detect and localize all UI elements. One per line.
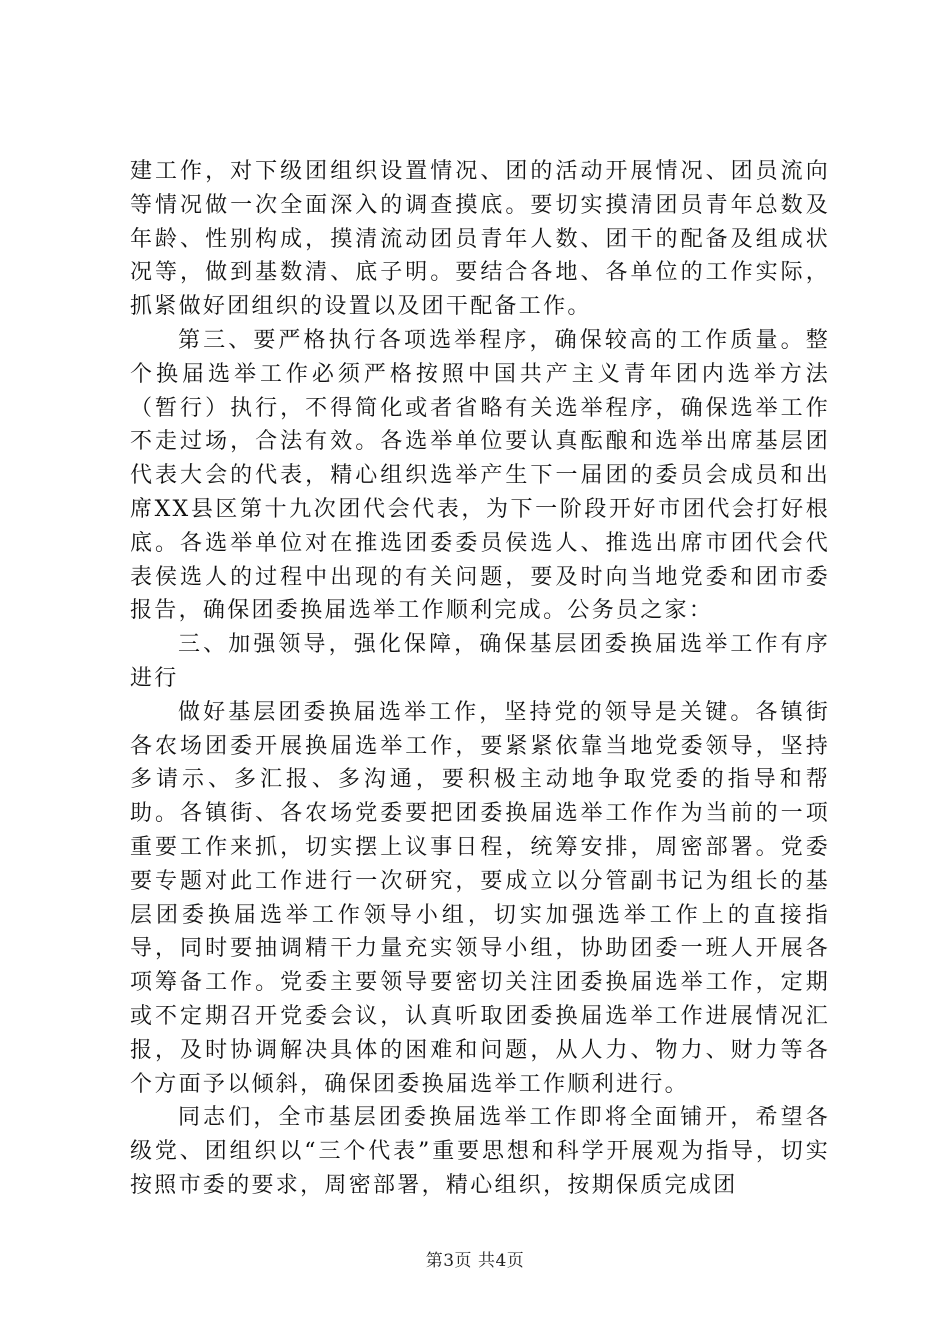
- paragraph-party-leadership: 做好基层团委换届选举工作，坚持党的领导是关键。各镇街各农场团委开展换届选举工作，要紧紧依靠当地党委领导，坚持多请示、多汇报、多沟通，要积极主动地争取党委的指导和帮助。各镇街、各农场党委要把团委换届选举工作作为当前的一项重要工作来抓，切实摆上议事日程，统筹安排，周密部署。党委要专题对此工作进行一次研究，要成立以分管副书记为组长的基层团委换届选举工作领导小组，切实加强选举工作上的直接指导，同时要抽调精干力量充实领导小组，协助团委一班人开展各项筹备工作。党委主要领导要密切关注团委换届选举工作，定期或不定期召开党委会议，认真听取团委换届选举工作进展情况汇报，及时协调解决具体的困难和问题，从人力、物力、财力等各个方面予以倾斜，确保团委换届选举工作顺利进行。: [130, 699, 830, 1097]
- page-number-footer: 第3页 共4页: [425, 1251, 525, 1271]
- paragraph-election-procedure: 第三、要严格执行各项选举程序，确保较高的工作质量。整个换届选举工作必须严格按照中国共产主义青年团内选举方法（暂行）执行，不得简化或者省略有关选举程序，确保选举工作不走过场，合法有效。各选举单位要认真酝酿和选举出席基层团代表大会的代表，精心组织选举产生下一届团的委员会成员和出席XX县区第十九次团代会代表，为下一阶段开好市团代会打好根底。各选举单位对在推选团委委员侯选人、推选出席市团代会代表侯选人的过程中出现的有关问题，要及时向当地党委和团市委报告，确保团委换届选举工作顺利完成。公务员之家：: [130, 327, 830, 624]
- paragraph-continuation: 建工作，对下级团组织设置情况、团的活动开展情况、团员流向等情况做一次全面深入的调查摸底。要切实摸清团员青年总数及年龄、性别构成，摸清流动团员青年人数、团干的配备及组成状况等，做到基数清、底子明。要结合各地、各单位的工作实际，抓紧做好团组织的设置以及团干配备工作。: [130, 159, 830, 320]
- section-heading-leadership: 三、加强领导，强化保障，确保基层团委换届选举工作有序进行: [130, 632, 830, 691]
- document-body: [130, 155, 830, 1203]
- paragraph-closing: 同志们，全市基层团委换届选举工作即将全面铺开，希望各级党、团组织以“三个代表”重要思想和科学开展观为指导，切实按照市委的要求，周密部署，精心组织，按期保质完成团: [130, 1105, 830, 1198]
